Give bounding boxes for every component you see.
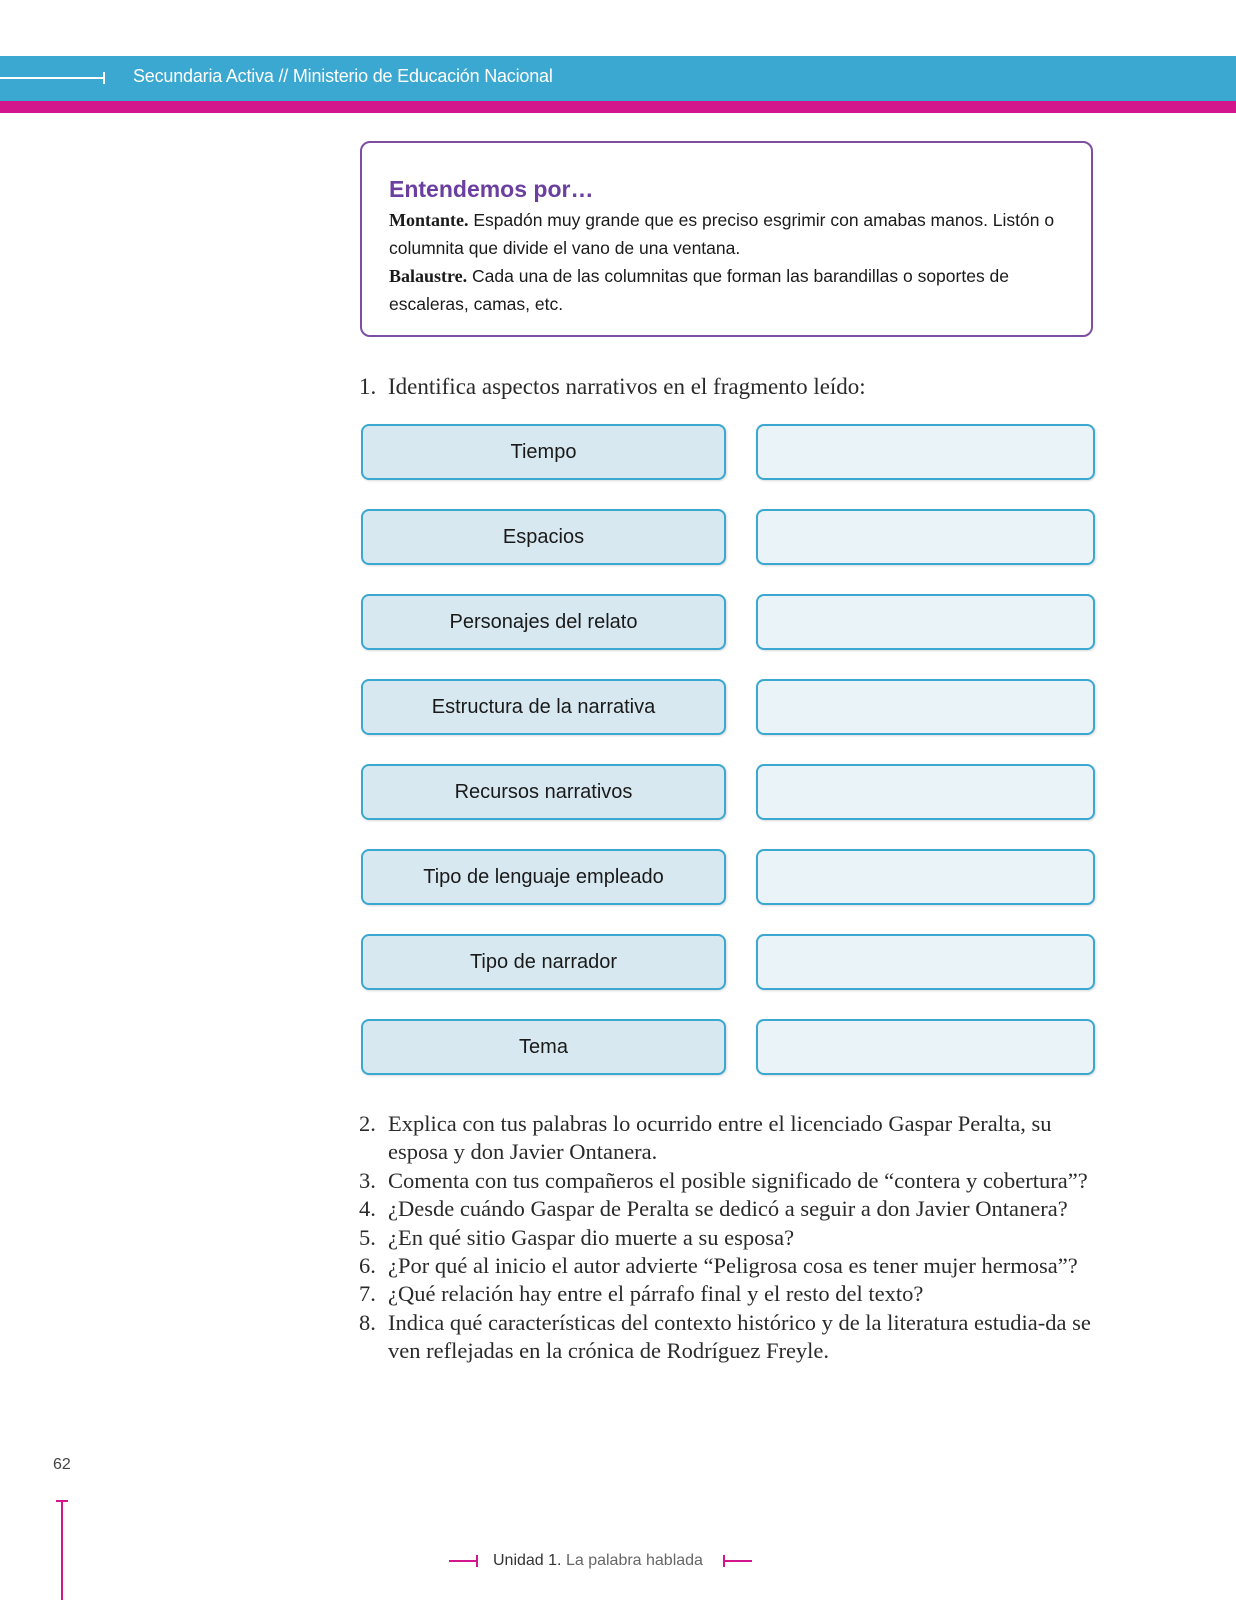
aspect-row xyxy=(360,849,1095,905)
aspect-label: Tema xyxy=(361,1019,726,1075)
aspect-row xyxy=(360,594,1095,650)
question-text: Identifica aspectos narrativos en el fragmento leído: xyxy=(388,374,866,399)
question-text: Comenta con tus compañeros el posible significado de “contera y cobertura”? xyxy=(388,1167,1088,1193)
question-text: Explica con tus palabras lo ocurrido entre el licenciado Gaspar Peralta, su esposa y don Javier Ontanera. xyxy=(388,1111,1052,1165)
header-title: Secundaria Activa // Ministerio de Educación Nacional xyxy=(133,66,553,86)
footer-rule-left xyxy=(449,1560,477,1562)
aspect-row xyxy=(360,934,1095,990)
question-item xyxy=(359,1280,1099,1308)
question-item xyxy=(359,1224,1099,1252)
definition-list xyxy=(389,206,1069,318)
question-text: ¿Desde cuándo Gaspar de Peralta se dedicó a seguir a don Javier Ontanera? xyxy=(388,1196,1068,1222)
question-number: 3. xyxy=(359,1167,376,1193)
aspect-row xyxy=(360,679,1095,735)
footer-unit-title: La palabra hablada xyxy=(561,1552,703,1569)
question-item xyxy=(359,1195,1099,1223)
page-number: 62 xyxy=(53,1456,71,1473)
definition-term: Montante. xyxy=(389,210,469,230)
header-rule xyxy=(0,77,103,79)
aspect-label: Tiempo xyxy=(361,424,726,480)
aspect-label: Tipo de narrador xyxy=(361,934,726,990)
aspect-row xyxy=(360,764,1095,820)
question-text: ¿En qué sitio Gaspar dio muerte a su esposa? xyxy=(388,1224,795,1250)
aspect-answer-field[interactable] xyxy=(756,424,1095,480)
question-number: 4. xyxy=(359,1196,376,1222)
question-text: ¿Por qué al inicio el autor advierte “Peligrosa cosa es tener mujer hermosa”? xyxy=(388,1253,1078,1279)
question-1 xyxy=(359,374,866,400)
question-number: 2. xyxy=(359,1111,376,1136)
question-item xyxy=(359,1309,1099,1366)
aspect-row xyxy=(360,509,1095,565)
header-accent-stripe xyxy=(0,101,1236,113)
question-number: 6. xyxy=(359,1253,376,1279)
question-item xyxy=(359,1110,1099,1167)
question-text: ¿Qué relación hay entre el párrafo final y el resto del texto? xyxy=(388,1281,924,1307)
footer-rule-left-tick xyxy=(476,1555,478,1567)
question-item xyxy=(359,1167,1099,1195)
aspect-row xyxy=(360,424,1095,480)
aspect-answer-field[interactable] xyxy=(756,934,1095,990)
aspect-label: Recursos narrativos xyxy=(361,764,726,820)
definition-box-title: Entendemos por… xyxy=(389,176,594,202)
margin-rule xyxy=(61,1501,63,1600)
definition-box xyxy=(360,141,1093,337)
aspect-row xyxy=(360,1019,1095,1075)
aspect-answer-field[interactable] xyxy=(756,679,1095,735)
footer-rule-right xyxy=(724,1560,752,1562)
footer-unit-label xyxy=(493,1552,703,1570)
aspect-answer-field[interactable] xyxy=(756,594,1095,650)
aspect-answer-field[interactable] xyxy=(756,764,1095,820)
definition-entry xyxy=(389,206,1069,262)
footer-unit: Unidad 1. xyxy=(493,1552,562,1569)
aspect-answer-field[interactable] xyxy=(756,509,1095,565)
header-rule-tick xyxy=(103,72,105,84)
aspect-label: Tipo de lenguaje empleado xyxy=(361,849,726,905)
question-number: 8. xyxy=(359,1309,376,1335)
question-number: 7. xyxy=(359,1281,376,1307)
aspect-answer-field[interactable] xyxy=(756,1019,1095,1075)
definition-entry xyxy=(389,262,1069,318)
aspect-label: Estructura de la narrativa xyxy=(361,679,726,735)
question-number: 5. xyxy=(359,1224,376,1250)
question-item xyxy=(359,1252,1099,1280)
definition-term: Balaustre. xyxy=(389,266,468,286)
aspect-label: Espacios xyxy=(361,509,726,565)
aspect-label: Personajes del relato xyxy=(361,594,726,650)
definition-text: Cada una de las columnitas que forman las barandillas o soportes de escaleras, camas, etc. xyxy=(389,266,1010,314)
aspect-answer-field[interactable] xyxy=(756,849,1095,905)
question-list xyxy=(359,1110,1099,1366)
question-text: Indica qué características del contexto histórico y de la literatura estudia-da se ven reflejadas en la crónica de Rodríguez Freyle. xyxy=(388,1309,1091,1364)
question-number: 1. xyxy=(359,374,377,399)
definition-text: Espadón muy grande que es preciso esgrimir con amabas manos. Listón o columnita que divide el vano de una ventana. xyxy=(389,210,1055,258)
